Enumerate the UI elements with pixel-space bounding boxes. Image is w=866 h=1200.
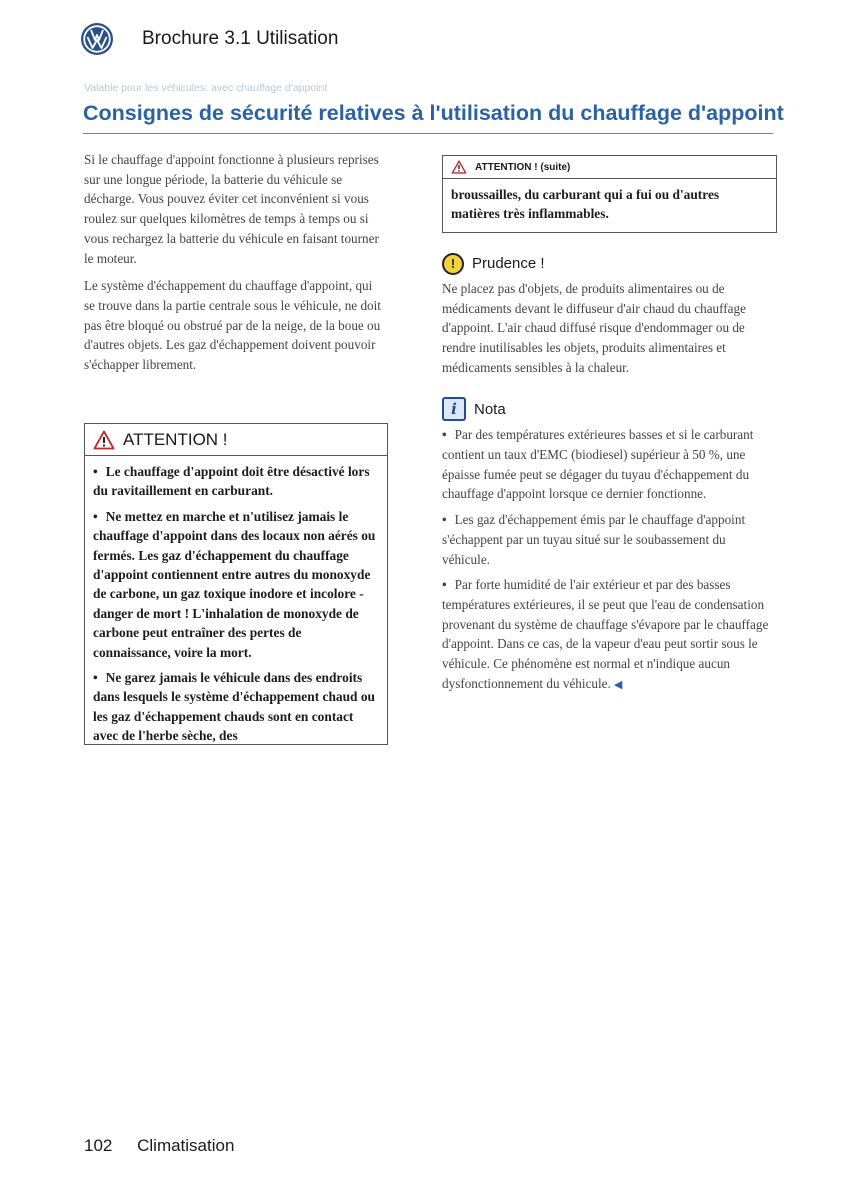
warning-continued-body	[443, 179, 776, 232]
warning-header	[85, 424, 387, 456]
note-title: Nota	[474, 400, 506, 418]
caution-text: Ne placez pas d'objets, de produits alimentaires ou de médicaments devant le diffuseur d'air chaud du chauffage d'appoint. L'air chaud diffusé risque d'endommager ou de rendre inutilisables les objets, produits alimentaires et médicaments sensibles à la chaleur.	[442, 280, 746, 375]
body-paragraph: Le système d'échappement du chauffage d'appoint, qui se trouve dans la partie centrale sous le véhicule, ne doit pas être bloqué ou obstrué par de la neige, de la boue ou d'autres objets. Les gaz d'échappement doivent pouvoir s'échapper librement.	[84, 278, 381, 373]
warning-bullet: • Ne mettez en marche et n'utilisez jamais le chauffage d'appoint dans des locaux non aérés ou fermés. Les gaz d'échappement du chauffage d'appoint contiennent entre autres du monoxyde de carbone, un gaz toxique inodore et incolore - danger de mort ! L'inhalation de monoxyde de carbone peut entraîner des pertes de connaissance, voire la mort.	[93, 508, 376, 660]
warning-body	[85, 456, 387, 754]
warning-box	[84, 423, 388, 745]
warning-bullet: • Le chauffage d'appoint doit être désactivé lors du ravitaillement en carburant.	[93, 464, 370, 499]
warning-triangle-icon	[451, 160, 467, 174]
page-number: 102	[84, 1136, 113, 1155]
brochure-title: Brochure 3.1 Utilisation	[142, 28, 339, 49]
caution-body	[442, 279, 775, 378]
page-title: Consignes de sécurité relatives à l'utilisation du chauffage d'appoint	[83, 101, 784, 125]
left-column	[84, 150, 386, 375]
warning-continued-header	[443, 156, 776, 179]
section-end-icon: ◀	[613, 678, 623, 691]
note-bullet: • Les gaz d'échappement émis par le chauffage d'appoint s'échappent par un tuyau situé sur le soubassement du véhicule.	[442, 512, 746, 567]
warning-triangle-icon	[93, 430, 115, 450]
caution-title: Prudence !	[472, 255, 545, 273]
page-header	[80, 22, 338, 56]
warning-continued-title: ATTENTION ! (suite)	[475, 161, 571, 173]
info-icon: i	[442, 397, 466, 421]
body-paragraph: Si le chauffage d'appoint fonctionne à plusieurs reprises sur une longue période, la batterie du véhicule se décharge. Vous pouvez éviter cet inconvénient si vous roulez sur quelques kilomètres de temps à temps ou si vous rechargez la batterie du véhicule en faisant tourner le moteur.	[84, 152, 379, 266]
note-bullet: • Par forte humidité de l'air extérieur et par des basses températures extérieures, il se peut que l'eau de condensation provenant du système de chauffage s'évapore par le chauffage d'appoint. Dans ce cas, de la vapeur d'eau peut sortir sous le véhicule. Ce phénomène est normal et n'indique aucun dysfonctionnement du véhicule. ◀	[442, 577, 769, 691]
warning-bullet: • Ne garez jamais le véhicule dans des endroits dans lesquels le système d'échappement chaud ou les gaz d'échappement chauds sont en contact avec de l'herbe sèche, des	[93, 670, 375, 744]
caution-exclamation-icon: !	[442, 253, 464, 275]
vw-logo	[80, 22, 114, 56]
title-divider	[83, 133, 773, 134]
footer-section: Climatisation	[137, 1136, 235, 1155]
warning-continued-text: broussailles, du carburant qui a fui ou d'autres matières très inflammables.	[451, 187, 720, 222]
page-footer	[84, 1136, 234, 1156]
warning-continued-box	[442, 155, 777, 233]
caution-header	[442, 253, 775, 275]
warning-title: ATTENTION !	[123, 429, 228, 449]
note-bullet: • Par des températures extérieures basses et si le carburant contient un taux d'EMC (biodiesel) supérieur à 50 %, une épaisse fumée peut se dégager du tuyau d'échappement du chauffage d'appoint lorsque ce dernier fonctionne.	[442, 427, 754, 502]
note-header	[442, 397, 775, 421]
applicability-note: Valable pour les véhicules: avec chauffage d'appoint	[84, 82, 328, 94]
right-column	[442, 155, 775, 701]
note-body	[442, 425, 775, 695]
